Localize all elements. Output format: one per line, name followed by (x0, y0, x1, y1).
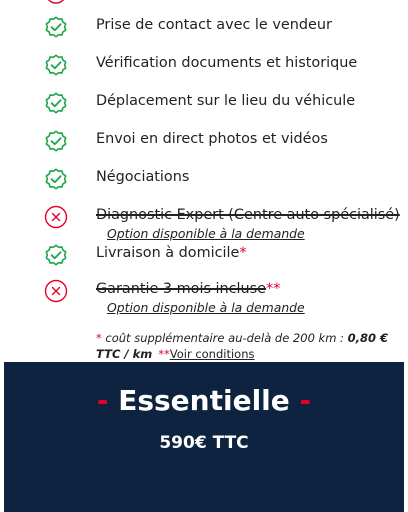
feature-label (96, 245, 247, 261)
check-badge-icon (43, 90, 69, 116)
plan-name: Essentielle (118, 384, 290, 417)
cross-circle-icon (43, 278, 69, 304)
feature-label: Négociations (96, 169, 190, 185)
option-note-link[interactable]: Option disponible à la demande (107, 226, 305, 241)
plan-title (4, 384, 404, 417)
plan-price: 590€ TTC (159, 433, 249, 453)
check-badge-icon (43, 128, 69, 154)
footnote-marker: ** (266, 281, 281, 297)
plan-panel (4, 362, 404, 512)
feature-label: Diagnostic Expert (Centre auto spécialisé) (96, 207, 400, 223)
feature-label-text: Garantie 3 mois incluse (96, 281, 267, 297)
footnote-text: coût supplémentaire au-delà de 200 km : (101, 331, 348, 345)
check-badge-icon (43, 14, 69, 40)
footnote-double-star: ** (158, 347, 170, 361)
option-note-link[interactable]: Option disponible à la demande (107, 300, 305, 315)
feature-label (96, 281, 280, 297)
feature-label: Envoi en direct photos et vidéos (96, 131, 328, 147)
feature-label-text: Livraison à domicile (96, 245, 240, 261)
cross-circle-icon (43, 204, 69, 230)
check-badge-icon (43, 242, 69, 268)
conditions-link[interactable]: Voir conditions (169, 347, 255, 361)
feature-label: Déplacement sur le lieu du véhicule (96, 93, 356, 109)
check-badge-icon (43, 52, 69, 78)
footnote-marker: * (239, 245, 247, 261)
footnote-star: * (96, 331, 102, 345)
feature-label: Prise de contact avec le vendeur (96, 17, 332, 33)
plan-dash-right: - (299, 384, 312, 417)
plan-dash-left: - (96, 384, 109, 417)
feature-label: Vérification documents et historique (96, 55, 358, 71)
cross-circle-icon (45, 0, 67, 8)
footnote (96, 330, 401, 362)
check-badge-icon (43, 166, 69, 192)
footnote-price: 0,80 € TTC / km (96, 331, 388, 361)
